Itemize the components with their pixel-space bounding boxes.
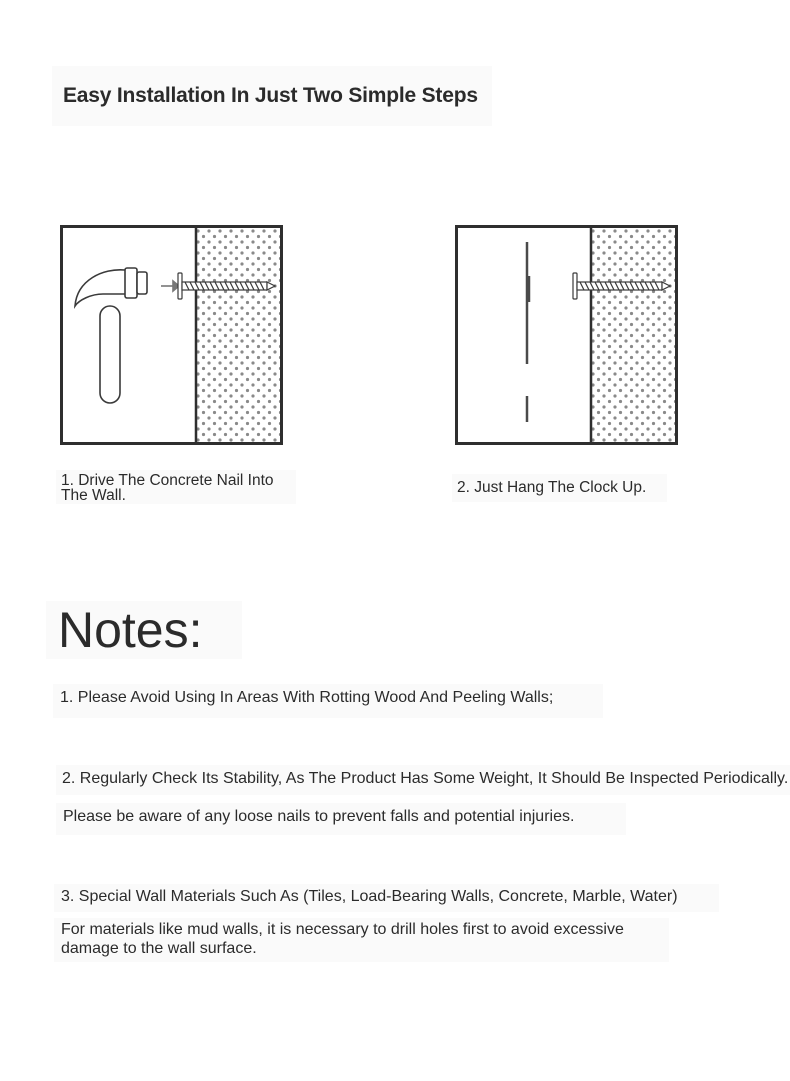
clock-side-icon bbox=[527, 242, 529, 422]
note-3: 3. Special Wall Materials Such As (Tiles, Load-Bearing Walls, Concrete, Marble, Water) bbox=[54, 884, 719, 912]
step-2-illustration bbox=[455, 225, 678, 445]
note-3-detail: For materials like mud walls, it is necessary to drill holes first to avoid excessive damage to the wall surface. bbox=[54, 918, 669, 962]
page-title: Easy Installation In Just Two Simple Steps bbox=[52, 66, 492, 126]
hammer-icon bbox=[75, 268, 147, 403]
notes-title: Notes: bbox=[46, 601, 242, 659]
step-2-caption: 2. Just Hang The Clock Up. bbox=[452, 474, 667, 502]
step-1-caption: 1. Drive The Concrete Nail Into The Wall. bbox=[56, 470, 296, 504]
note-2-detail: Please be aware of any loose nails to prevent falls and potential injuries. bbox=[56, 803, 626, 835]
step-1-illustration bbox=[60, 225, 283, 445]
note-2: 2. Regularly Check Its Stability, As The Product Has Some Weight, It Should Be Inspected Periodically. bbox=[56, 765, 790, 795]
note-1: 1. Please Avoid Using In Areas With Rotting Wood And Peeling Walls; bbox=[53, 684, 603, 718]
arrow-right-icon bbox=[161, 281, 179, 291]
